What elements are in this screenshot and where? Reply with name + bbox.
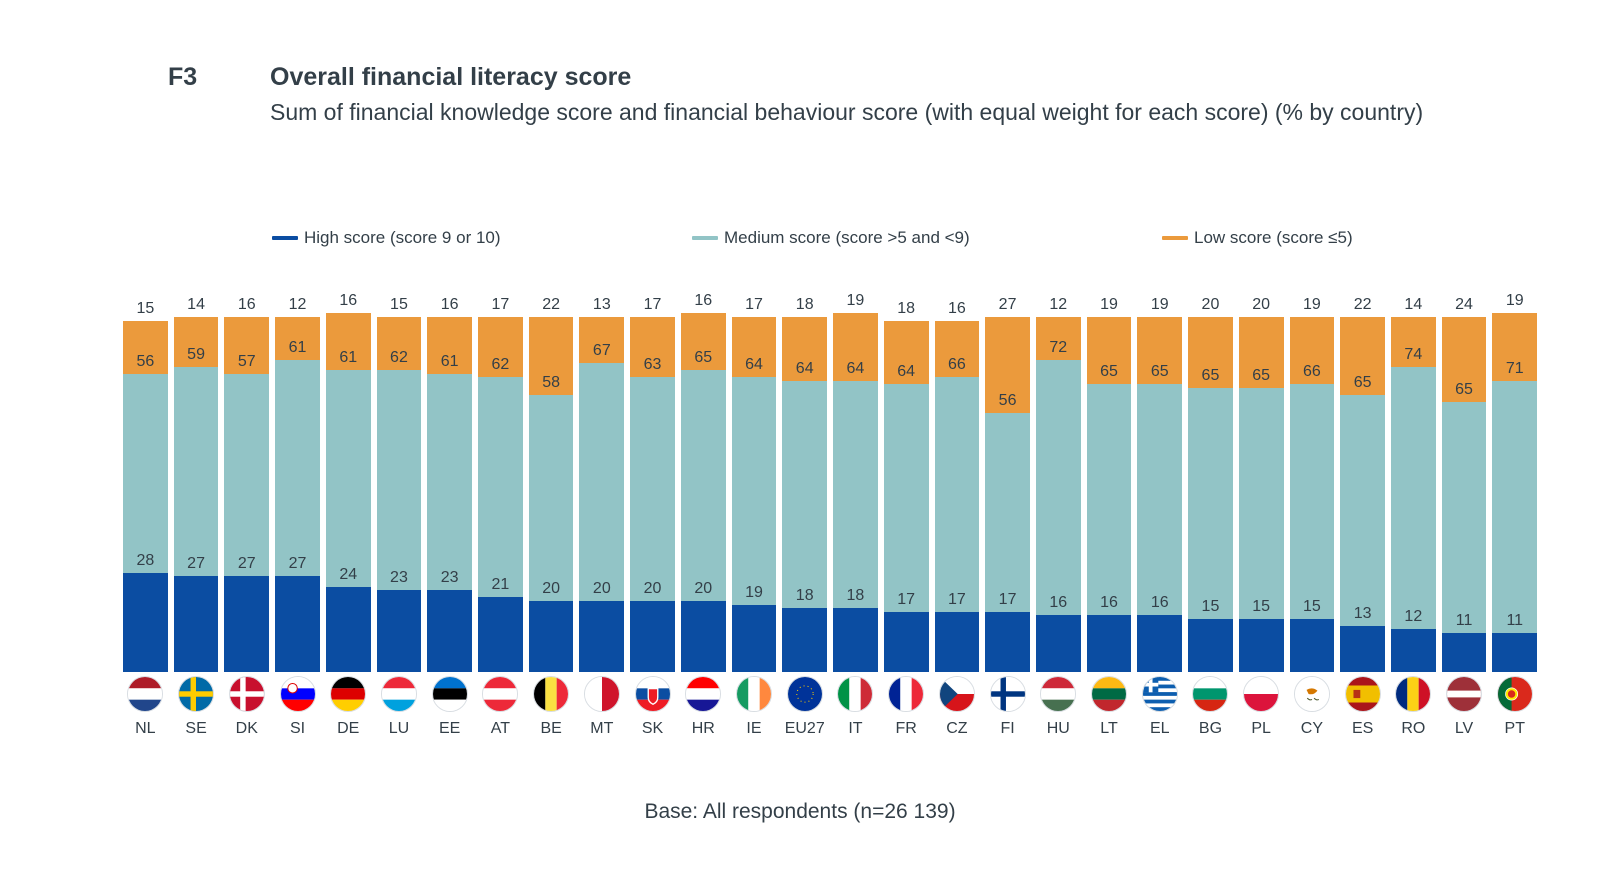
flag-icon-hr (685, 676, 721, 712)
axis-column (830, 676, 881, 738)
axis-column (779, 676, 830, 738)
bar-segment-high (529, 580, 574, 672)
bar-segment-high (478, 576, 523, 672)
bar-column (1185, 272, 1236, 672)
chart-header (168, 62, 1560, 129)
country-label: HU (1046, 720, 1070, 737)
bar-value-label: 65 (1455, 381, 1473, 399)
flag-icon-fi (990, 676, 1026, 712)
bar-column (526, 272, 577, 672)
bar-segment-high (985, 590, 1030, 672)
bar-value-label: 20 (1201, 296, 1220, 313)
flag-icon-lu (381, 676, 417, 712)
bar-value-label: 19 (745, 583, 763, 601)
bar-segment-high (884, 590, 929, 672)
country-label: IE (746, 720, 762, 737)
bar-segment-medium (782, 359, 827, 608)
axis-column (221, 676, 272, 738)
bar-column (1084, 272, 1135, 672)
country-label: RO (1401, 720, 1426, 737)
flag-icon-sk (635, 676, 671, 712)
legend-label-high: High score (score 9 or 10) (304, 228, 501, 247)
bar-segment-medium (985, 391, 1030, 612)
country-label: NL (135, 720, 156, 737)
bar-segment-medium (1290, 363, 1335, 618)
bar-column (1388, 272, 1439, 672)
country-label: FR (895, 720, 917, 737)
bar-segment-high (275, 555, 320, 672)
bar-value-label: 13 (1353, 604, 1372, 622)
country-label: AT (490, 720, 511, 737)
flag-icon-cz (939, 676, 975, 712)
axis-column (475, 676, 526, 738)
flag-icon-at (482, 676, 518, 712)
bar-segment-medium (1442, 381, 1487, 633)
country-label: SK (641, 720, 664, 737)
bar-value-label: 19 (846, 292, 865, 310)
bar-value-label: 15 (1302, 597, 1321, 615)
country-axis (120, 676, 1540, 738)
bar-value-label: 18 (795, 296, 814, 314)
country-label: SI (289, 720, 306, 737)
bar-value-label: 23 (440, 569, 459, 587)
bar-value-label: 66 (1302, 363, 1321, 381)
bar-value-label: 28 (136, 551, 155, 569)
bar-value-label: 65 (1150, 363, 1169, 381)
bar-value-label: 17 (643, 296, 662, 314)
flag-icon-el (1142, 676, 1178, 712)
title-block (270, 62, 1560, 129)
bar-value-label: 17 (947, 590, 966, 608)
bar-segment-high (1188, 597, 1233, 672)
legend-swatch-medium (692, 236, 718, 240)
country-label: FI (1000, 720, 1015, 737)
flag-icon-be (533, 676, 569, 712)
bar-segment-high (427, 569, 472, 672)
bar-value-label: 17 (897, 590, 916, 608)
bar-segment-high (1087, 594, 1132, 672)
bar-segment-high (326, 565, 371, 672)
flag-icon-hu (1040, 676, 1076, 712)
bar-value-label: 16 (1100, 594, 1118, 612)
bar-column (982, 272, 1033, 672)
bar-column (779, 272, 830, 672)
bar-segment-high (1442, 611, 1487, 672)
bar-value-label: 74 (1404, 345, 1423, 363)
bar-column (1287, 272, 1338, 672)
axis-column (1489, 676, 1540, 738)
country-label: BE (540, 720, 562, 737)
axis-column (1185, 676, 1236, 738)
bar-segment-high (377, 569, 422, 672)
flag-icon-mt (584, 676, 620, 712)
flag-icon-nl (127, 676, 163, 712)
legend-swatch-low (1162, 236, 1188, 240)
axis-column (526, 676, 577, 738)
bar-segment-medium (427, 352, 472, 591)
bar-value-label: 64 (795, 359, 814, 377)
flag-icon-de (330, 676, 366, 712)
flag-icon-lv (1446, 676, 1482, 712)
bar-column (1439, 272, 1490, 672)
country-label: EU27 (784, 720, 825, 737)
bar-value-label: 22 (542, 296, 560, 314)
bar-segment-medium (884, 363, 929, 611)
axis-column (576, 676, 627, 738)
figure-id: F3 (168, 63, 198, 91)
bar-column (171, 272, 222, 672)
bar-value-label: 16 (1150, 594, 1169, 612)
axis-column (1236, 676, 1287, 738)
axis-column (881, 676, 932, 738)
bar-segment-high (1290, 597, 1335, 672)
flag-icon-pt (1497, 676, 1533, 712)
bar-value-label: 20 (694, 580, 713, 597)
legend-label-medium: Medium score (score >5 and <9) (724, 228, 970, 247)
bar-value-label: 58 (542, 374, 560, 392)
country-label: CZ (946, 720, 968, 737)
bar-column (424, 272, 475, 672)
bar-value-label: 15 (1201, 597, 1220, 615)
bar-segment-high (935, 590, 980, 672)
axis-column (1337, 676, 1388, 738)
country-label: ES (1351, 720, 1374, 737)
country-label: EL (1149, 720, 1170, 737)
bar-value-label: 20 (542, 580, 560, 597)
country-label: BG (1198, 720, 1223, 737)
bar-column (1134, 272, 1185, 672)
bar-segment-high (630, 580, 675, 672)
flag-icon-fr (888, 676, 924, 712)
bar-segment-high (1391, 608, 1436, 672)
flag-icon-ie (736, 676, 772, 712)
bar-value-label: 57 (237, 352, 256, 370)
bar-value-label: 62 (390, 349, 408, 367)
bar-segment-medium (326, 349, 371, 587)
axis-column (171, 676, 222, 738)
flag-icon-it (837, 676, 873, 712)
legend-swatch-high (272, 236, 298, 240)
bar-segment-medium (1188, 367, 1233, 619)
bar-segment-medium (1391, 345, 1436, 630)
flag-icon-ro (1395, 676, 1431, 712)
bar-value-label: 19 (1100, 296, 1118, 314)
bar-value-label: 20 (592, 580, 611, 597)
bar-value-label: 71 (1505, 359, 1524, 377)
bar-value-label: 61 (288, 338, 307, 356)
country-label: LV (1454, 720, 1474, 737)
bar-value-label: 11 (1506, 611, 1524, 629)
bar-value-label: 17 (745, 296, 763, 314)
bar-column (374, 272, 425, 672)
flag-icon-cy (1294, 676, 1330, 712)
axis-column (1134, 676, 1185, 738)
bar-segment-medium (123, 352, 168, 573)
bar-segment-high (1239, 597, 1284, 672)
country-label: IT (848, 720, 863, 737)
flag-icon-ee (432, 676, 468, 712)
bar-value-label: 20 (643, 580, 662, 597)
bar-value-label: 11 (1455, 611, 1473, 629)
bar-value-label: 64 (897, 363, 916, 381)
flag-icon-es (1345, 676, 1381, 712)
bar-value-label: 12 (1049, 296, 1068, 314)
country-label: DK (235, 720, 258, 737)
legend-item-high (272, 228, 692, 248)
axis-column (424, 676, 475, 738)
bar-segment-high (174, 555, 219, 672)
bar-segment-medium (377, 349, 422, 590)
bar-segment-medium (1340, 374, 1385, 626)
bar-segment-medium (224, 352, 269, 576)
bar-segment-high (681, 580, 726, 672)
bar-value-label: 24 (339, 565, 358, 583)
bar-segment-high (732, 583, 777, 672)
axis-column (627, 676, 678, 738)
bar-value-label: 66 (947, 356, 966, 374)
legend-label-low: Low score (score ≤5) (1194, 228, 1353, 247)
bar-segment-high (1492, 611, 1537, 672)
axis-column (1439, 676, 1490, 738)
bar-column (1337, 272, 1388, 672)
bar-value-label: 23 (390, 569, 408, 587)
bar-value-label: 18 (897, 299, 916, 317)
bar-value-label: 67 (592, 342, 611, 360)
bar-column (881, 272, 932, 672)
legend-item-medium (692, 228, 1162, 248)
bar-column (830, 272, 881, 672)
bar-column (932, 272, 983, 672)
flag-icon-si (280, 676, 316, 712)
stacked-bar-plot (120, 272, 1540, 672)
legend-item-low (1162, 228, 1392, 248)
bar-column (120, 272, 171, 672)
bar-column (1236, 272, 1287, 672)
bar-value-label: 18 (846, 587, 865, 605)
bar-segment-medium (732, 356, 777, 604)
chart-title: Overall financial literacy score (270, 63, 632, 91)
bar-column (323, 272, 374, 672)
chart-legend (272, 228, 1392, 248)
bar-value-label: 16 (440, 296, 459, 314)
bar-segment-medium (1137, 363, 1182, 615)
bar-segment-medium (529, 374, 574, 601)
bar-value-label: 13 (592, 296, 611, 314)
axis-column (729, 676, 780, 738)
bar-value-label: 16 (339, 292, 358, 310)
axis-column (1084, 676, 1135, 738)
bar-value-label: 65 (1353, 374, 1372, 392)
country-label: LU (388, 720, 410, 737)
bar-segment-high (1340, 604, 1385, 672)
bar-value-label: 14 (1404, 296, 1423, 314)
axis-column (982, 676, 1033, 738)
bar-value-label: 65 (1201, 367, 1220, 384)
bar-value-label: 64 (745, 356, 763, 374)
bar-value-label: 27 (237, 555, 256, 573)
bar-segment-high (123, 551, 168, 672)
bar-value-label: 59 (187, 345, 205, 363)
flag-icon-dk (229, 676, 265, 712)
bar-value-label: 65 (1252, 367, 1271, 384)
axis-column (272, 676, 323, 738)
flag-icon-pl (1243, 676, 1279, 712)
bar-value-label: 16 (694, 292, 713, 310)
bar-value-label: 19 (1302, 296, 1321, 314)
country-label: DE (337, 720, 360, 737)
bar-value-label: 12 (288, 296, 307, 314)
axis-column (932, 676, 983, 738)
bar-value-label: 22 (1353, 296, 1372, 314)
country-label: HR (691, 720, 715, 737)
bar-value-label: 62 (491, 356, 510, 374)
bar-value-label: 16 (1049, 594, 1068, 612)
bar-value-label: 16 (237, 296, 256, 314)
bar-value-label: 15 (136, 299, 155, 317)
bar-value-label: 24 (1455, 296, 1473, 314)
bar-column (576, 272, 627, 672)
bar-value-label: 18 (795, 587, 814, 605)
bar-value-label: 27 (187, 555, 205, 573)
bar-column (729, 272, 780, 672)
bar-column (627, 272, 678, 672)
chart-subtitle: Sum of financial knowledge score and financial behaviour score (with equal weight for each score) (% by country) (270, 99, 1424, 126)
bar-value-label: 56 (136, 352, 155, 370)
bar-value-label: 72 (1049, 338, 1068, 356)
bar-value-label: 27 (288, 555, 307, 573)
bar-column (221, 272, 272, 672)
bar-segment-high (1036, 594, 1081, 672)
country-label: LT (1100, 720, 1118, 737)
bar-segment-medium (275, 338, 320, 577)
bar-value-label: 19 (1150, 296, 1169, 314)
bar-value-label: 16 (947, 299, 966, 317)
bar-segment-high (579, 580, 624, 672)
bar-value-label: 64 (846, 359, 865, 377)
bar-value-label: 61 (440, 352, 459, 370)
title-row (168, 62, 1560, 129)
axis-column (1388, 676, 1439, 738)
bar-segment-medium (579, 342, 624, 601)
bar-segment-medium (935, 356, 980, 611)
bar-value-label: 12 (1404, 608, 1423, 626)
axis-column (323, 676, 374, 738)
flag-icon-bg (1192, 676, 1228, 712)
bar-column (272, 272, 323, 672)
country-label: CY (1300, 720, 1323, 737)
bar-value-label: 63 (643, 356, 662, 374)
country-label: PT (1504, 720, 1525, 737)
bar-value-label: 65 (694, 349, 713, 367)
country-label: MT (590, 720, 614, 737)
bar-value-label: 14 (187, 296, 205, 314)
bar-column (475, 272, 526, 672)
axis-column (120, 676, 171, 738)
country-label: SE (185, 720, 207, 737)
bar-value-label: 19 (1505, 292, 1524, 310)
country-label: PL (1251, 720, 1271, 737)
bar-column (1489, 272, 1540, 672)
bar-segment-high (833, 587, 878, 672)
bar-value-label: 65 (1100, 363, 1118, 381)
flag-icon-se (178, 676, 214, 712)
flag-icon-eu27 (787, 676, 823, 712)
bar-value-label: 17 (491, 296, 510, 314)
bar-column (1033, 272, 1084, 672)
bar-segment-medium (1492, 359, 1537, 633)
bar-segment-medium (1087, 363, 1132, 615)
bar-value-label: 15 (390, 296, 408, 314)
country-label: EE (439, 720, 461, 737)
bar-value-label: 21 (491, 576, 510, 594)
axis-column (1287, 676, 1338, 738)
bar-segment-medium (174, 345, 219, 576)
axis-column (374, 676, 425, 738)
bar-segment-medium (478, 356, 523, 597)
bar-segment-medium (630, 356, 675, 601)
bar-value-label: 27 (998, 296, 1017, 314)
axis-column (678, 676, 729, 738)
bar-segment-medium (833, 359, 878, 608)
flag-icon-lt (1091, 676, 1127, 712)
bar-segment-high (224, 555, 269, 672)
bar-segment-high (782, 587, 827, 672)
bar-segment-medium (681, 349, 726, 601)
bar-segment-medium (1036, 338, 1081, 616)
bar-column (678, 272, 729, 672)
bar-segment-high (1137, 594, 1182, 672)
bar-value-label: 56 (998, 391, 1017, 409)
bar-segment-medium (1239, 367, 1284, 619)
chart-footnote: Base: All respondents (n=26 139) (644, 800, 956, 823)
bar-value-label: 61 (339, 349, 358, 367)
bar-value-label: 15 (1252, 597, 1271, 615)
axis-column (1033, 676, 1084, 738)
bar-value-label: 17 (998, 590, 1017, 608)
bar-value-label: 20 (1252, 296, 1271, 313)
